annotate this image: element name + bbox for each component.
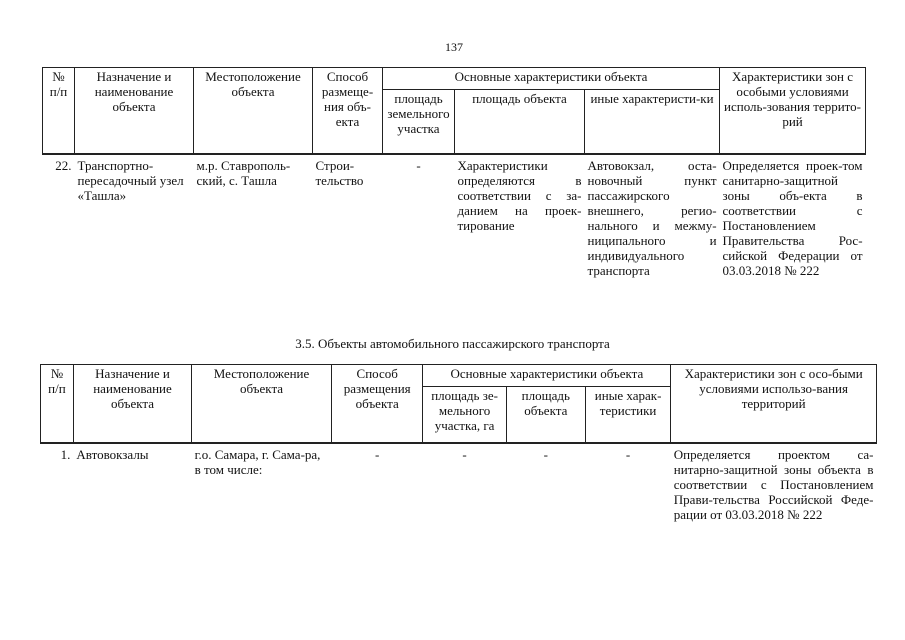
row-num: 22. bbox=[43, 154, 75, 279]
row-land-area: - bbox=[423, 443, 506, 523]
row-placement: - bbox=[331, 443, 423, 523]
header-main-characteristics: Основные характеристики объекта bbox=[383, 68, 720, 90]
row-location: г.о. Самара, г. Сама-ра, в том числе: bbox=[192, 443, 332, 523]
table-row bbox=[43, 154, 866, 279]
row-location: м.р. Ставрополь-ский, с. Ташла bbox=[194, 154, 313, 279]
row-object-area: Характеристики определяются в соответствии с за-данием на проек-тирование bbox=[455, 154, 585, 279]
row-zone-characteristics: Определяется проек-том санитарно-защитной зоны объ-екта в соответствии с Постановлением Правительства Рос-сийской Федерации от 03.03.2018 № 222 bbox=[720, 154, 866, 279]
header-placement: Способ размещения объекта bbox=[331, 365, 423, 443]
row-name: Транспортно-пересадочный узел «Ташла» bbox=[75, 154, 194, 279]
row-object-area: - bbox=[506, 443, 585, 523]
header-zone-characteristics: Характеристики зон с особыми условиями исполь-зования террито-рий bbox=[720, 68, 866, 154]
table-row bbox=[41, 443, 877, 523]
header-num: № п/п bbox=[41, 365, 74, 443]
header-land-area: площадь земельного участка bbox=[383, 90, 455, 154]
header-name: Назначение и наименование объекта bbox=[75, 68, 194, 154]
row-name: Автовокзалы bbox=[73, 443, 191, 523]
section-title: 3.5. Объекты автомобильного пассажирского транспорта bbox=[295, 336, 610, 351]
row-other-characteristics: - bbox=[585, 443, 670, 523]
header-other-characteristics: иные харак-теристики bbox=[585, 387, 670, 443]
objects-table-2 bbox=[40, 364, 877, 523]
header-location: Местоположение объекта bbox=[194, 68, 313, 154]
header-num: № п/п bbox=[43, 68, 75, 154]
header-zone-characteristics: Характеристики зон с осо-быми условиями использо-вания территорий bbox=[671, 365, 877, 443]
row-num: 1. bbox=[41, 443, 74, 523]
row-zone-characteristics: Определяется проектом са-нитарно-защитной зоны объекта в соответствии с Постановлением Прави-тельства Российской Феде-рации от 03.03.2018 № 222 bbox=[671, 443, 877, 523]
row-other-characteristics: Автовокзал, оста-новочный пункт пассажирского внешнего, регио-нального и межму-ниципального и индивидуального транспорта bbox=[585, 154, 720, 279]
objects-table-1 bbox=[42, 67, 866, 279]
header-name: Назначение и наименование объекта bbox=[73, 365, 191, 443]
header-land-area: площадь зе-мельного участка, га bbox=[423, 387, 506, 443]
row-placement: Строи-тельство bbox=[313, 154, 383, 279]
header-location: Местоположение объекта bbox=[192, 365, 332, 443]
header-object-area: площадь объекта bbox=[455, 90, 585, 154]
header-other-characteristics: иные характеристи-ки bbox=[585, 90, 720, 154]
header-main-characteristics: Основные характеристики объекта bbox=[423, 365, 671, 387]
header-placement: Способ размеще-ния объ-екта bbox=[313, 68, 383, 154]
page-number: 137 bbox=[445, 40, 463, 54]
header-object-area: площадь объекта bbox=[506, 387, 585, 443]
row-land-area: - bbox=[383, 154, 455, 279]
